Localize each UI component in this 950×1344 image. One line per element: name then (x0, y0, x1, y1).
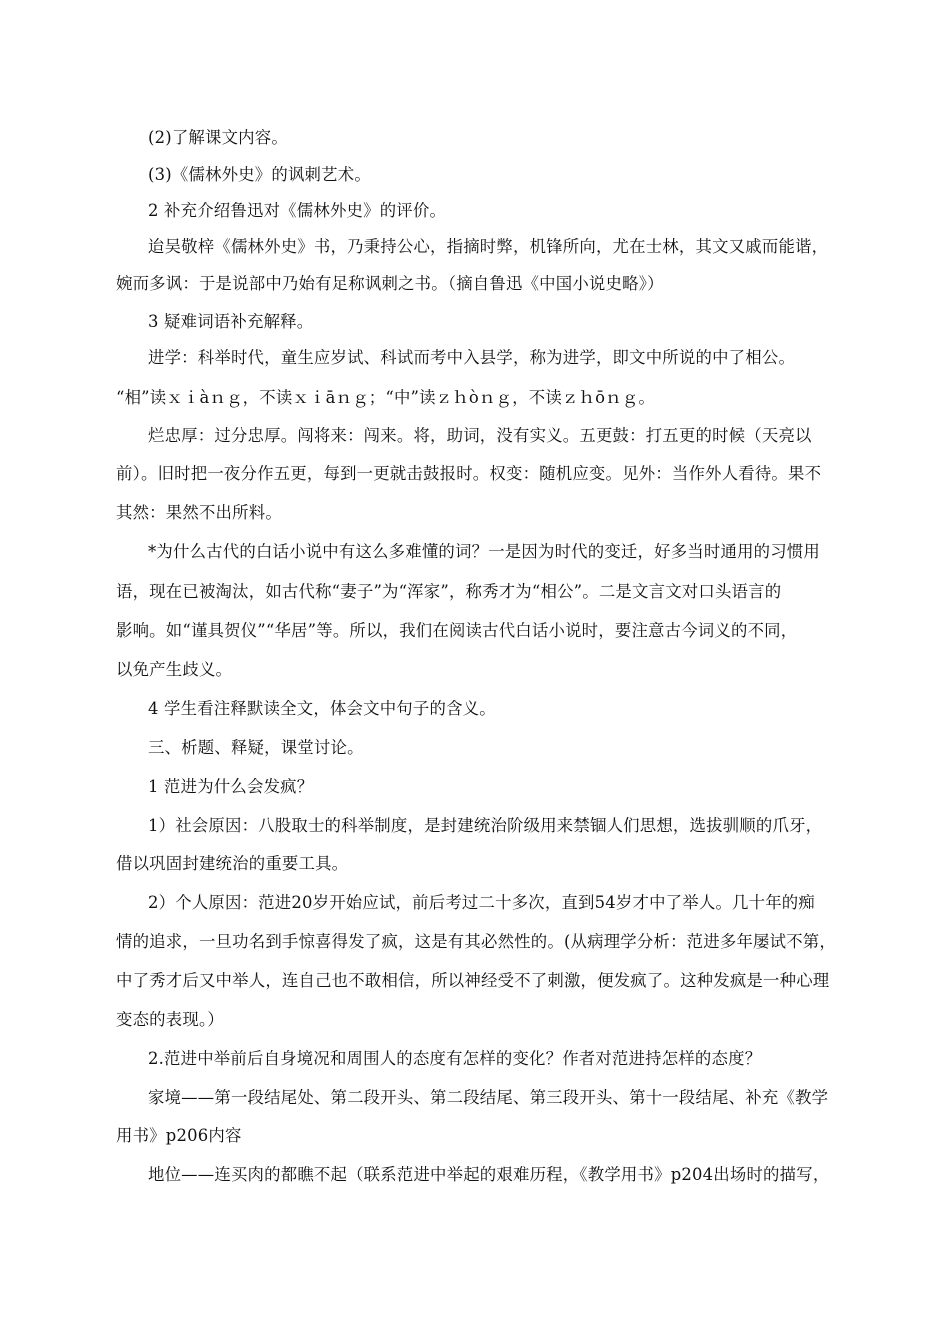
text-line: 影响。如“谨具贺仪”“华居”等。所以，我们在阅读古代白话小说时，要注意古今词义的不同， (116, 621, 798, 640)
text-line: 变态的表现。） (116, 1010, 224, 1029)
text-line: 2.范进中举前后自身境况和周围人的态度有怎样的变化？作者对范进持怎样的态度？ (148, 1049, 762, 1068)
text-line: 烂忠厚：过分忠厚。闯将来：闯来。将，助词，没有实义。五更鼓：打五更的时候（天亮以 (148, 426, 812, 445)
text-line: 迨吴敬梓《儒林外史》书，乃秉持公心，指摘时弊，机锋所向，尤在士林，其文又戚而能谐， (148, 237, 829, 256)
text-line: 以免产生歧义。 (116, 660, 233, 679)
text-line: 借以巩固封建统治的重要工具。 (116, 854, 349, 873)
text-line: “相”读ｘｉàｎｇ，不读ｘｉāｎｇ；“中”读ｚｈòｎｇ，不读ｚｈōｎｇ。 (116, 388, 655, 407)
text-line: 3 疑难词语补充解释。 (148, 312, 314, 331)
text-line: 4 学生看注释默读全文，体会文中句子的含义。 (148, 699, 496, 718)
text-line: 用书》p206内容 (116, 1126, 242, 1145)
text-line: 三、析题、释疑，课堂讨论。 (148, 738, 364, 757)
text-line: 地位——连买肉的都瞧不起（联系范进中举起的艰难历程，《教学用书》p204出场时的描写， (148, 1165, 830, 1184)
text-line: 2）个人原因：范进20岁开始应试，前后考过二十多次，直到54岁才中了举人。几十年的痴 (148, 893, 815, 912)
text-line: 情的追求，一旦功名到手惊喜得发了疯，这是有其必然性的。(从病理学分析：范进多年屡试不第， (116, 932, 836, 951)
text-line: 进学：科举时代，童生应岁试、科试而考中入县学，称为进学，即文中所说的中了相公。 (148, 348, 796, 367)
text-line: (2)了解课文内容。 (148, 128, 288, 147)
text-line: 语，现在已被淘汰，如古代称“妻子”为“浑家”，称秀才为“相公”。二是文言文对口头语言的 (116, 582, 782, 601)
text-line: *为什么古代的白话小说中有这么多难懂的词？一是因为时代的变迁，好多当时通用的习惯用 (148, 542, 821, 561)
text-line: 其然：果然不出所料。 (116, 503, 282, 522)
text-line: 前）。旧时把一夜分作五更，每到一更就击鼓报时。权变：随机应变。见外：当作外人看待。果不 (116, 464, 822, 483)
text-line: 中了秀才后又中举人，连自己也不敢相信，所以神经受不了刺激，便发疯了。这种发疯是一种心理 (116, 971, 830, 990)
text-line: 1 范进为什么会发疯？ (148, 777, 314, 796)
text-line: (3)《儒林外史》的讽刺艺术。 (148, 165, 371, 184)
text-line: 家境——第一段结尾处、第二段开头、第二段结尾、第三段开头、第十一段结尾、补充《教学 (148, 1088, 829, 1107)
text-line: 2 补充介绍鲁迅对《儒林外史》的评价。 (148, 201, 447, 220)
text-line: 婉而多讽：于是说部中乃始有足称讽刺之书。（摘自鲁迅《中国小说史略》） (116, 274, 664, 293)
text-line: 1）社会原因：八股取士的科举制度，是封建统治阶级用来禁锢人们思想，选拔驯顺的爪牙， (148, 816, 823, 835)
